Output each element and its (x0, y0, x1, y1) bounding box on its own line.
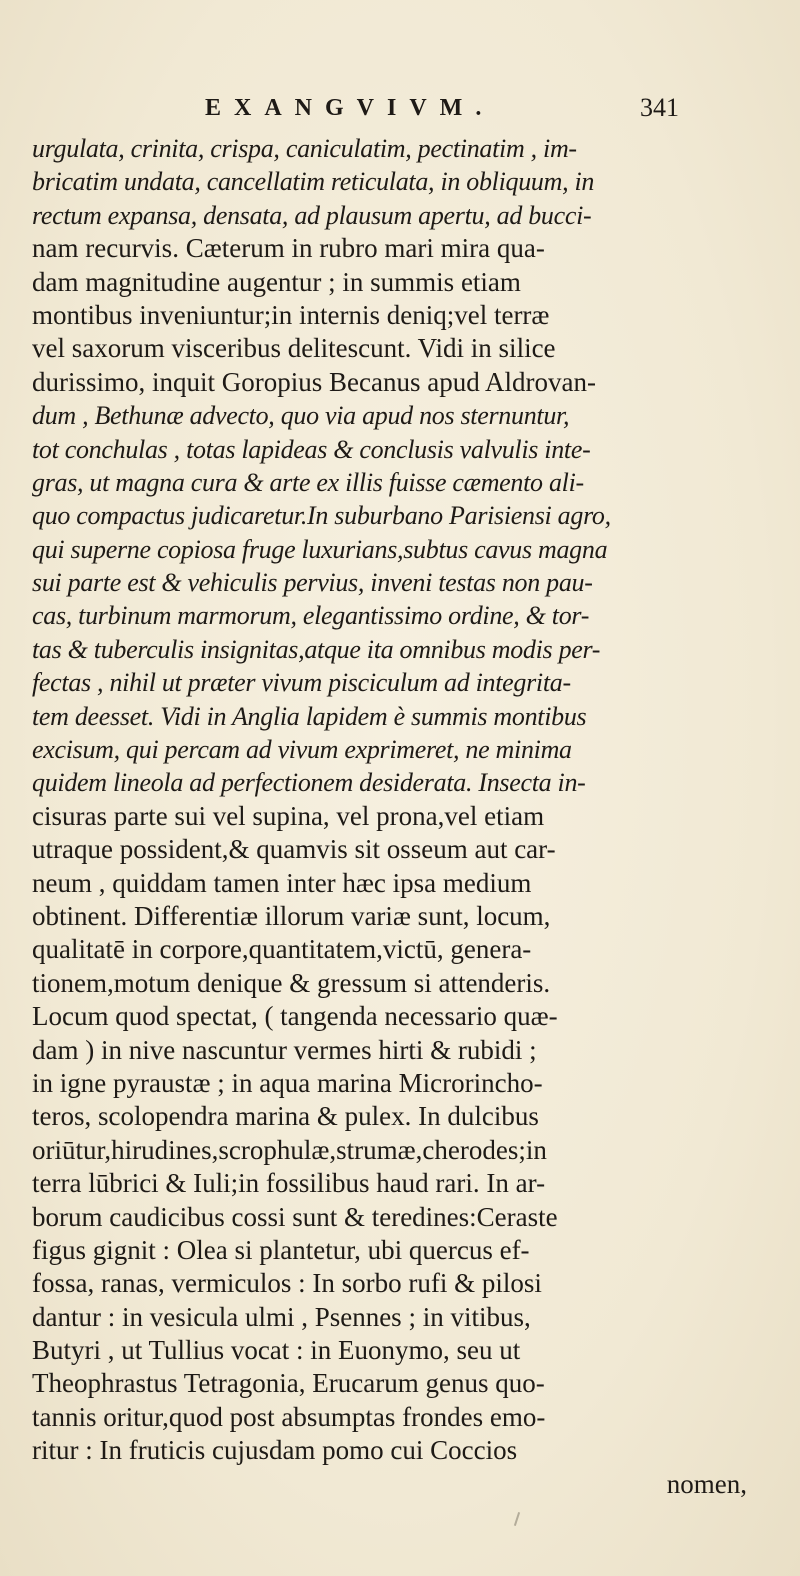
text-line: figus gignit : Olea si plantetur, ubi quercus ef- (32, 1234, 530, 1265)
text-line: cas, turbinum marmorum, elegantissimo ordine, & tor- (32, 601, 590, 631)
text-line: Locum quod spectat, ( tangenda necessario quæ- (32, 1001, 558, 1032)
text-line: teros, scolopendra marina & pulex. In dulcibus (32, 1101, 539, 1132)
text-line: vel saxorum visceribus delitescunt. Vidi in silice (32, 333, 556, 364)
text-line: fossa, ranas, vermiculos : In sorbo rufi & pilosi (32, 1268, 542, 1299)
text-line: excisum, qui percam ad vivum exprimeret, ne minima (32, 735, 572, 765)
text-line: Theophrastus Tetragonia, Erucarum genus quo- (32, 1368, 545, 1399)
text-line: terra lūbrici & Iuli;in fossilibus haud rari. In ar- (32, 1168, 546, 1199)
text-line: obtinent. Differentiæ illorum variæ sunt, locum, (32, 900, 551, 931)
text-line: nam recurvis. Cæterum in rubro mari mira qua- (32, 233, 545, 264)
text-line: qui superne copiosa fruge luxurians,subtus cavus magna (32, 534, 608, 564)
text-line: montibus inveniuntur;in internis deniq;vel terræ (32, 299, 550, 330)
text-line: tas & tuberculis insignitas,atque ita omnibus modis per- (32, 634, 601, 664)
text-line: fectas , nihil ut præter vivum pisciculum ad integrita- (32, 668, 571, 698)
text-line: dum , Bethunæ advecto, quo via apud nos sternuntur, (32, 401, 570, 431)
text-line: cisuras parte sui vel supina, vel prona,vel etiam (32, 800, 545, 831)
text-line: dantur : in vesicula ulmi , Psennes ; in vitibus, (32, 1301, 531, 1332)
text-line: qualitatē in corpore,quantitatem,victū, genera- (32, 934, 532, 965)
catchword: nomen, (666, 1468, 747, 1499)
text-line: tionem,motum denique & gressum si attenderis. (32, 967, 551, 998)
text-line: tannis oritur,quod post absumptas frondes emo- (32, 1401, 546, 1432)
text-line: dam ) in nive nascuntur vermes hirti & rubidi ; (32, 1034, 537, 1065)
ink-speck (514, 1512, 520, 1526)
text-line: quo compactus judicaretur.In suburbano Parisiensi agro, (32, 501, 611, 531)
running-head (0, 88, 800, 128)
text-line: in igne pyraustæ ; in aqua marina Microrincho- (32, 1067, 543, 1098)
text-line: borum caudicibus cossi sunt & teredines:Ceraste (32, 1201, 558, 1232)
text-line: Butyri , ut Tullius vocat : in Euonymo, seu ut (32, 1335, 521, 1366)
text-line: tem deesset. Vidi in Anglia lapidem è summis montibus (32, 701, 587, 731)
text-line: rectum expansa, densata, ad plausum apertu, ad bucci- (32, 200, 592, 230)
text-line: bricatim undata, cancellatim reticulata, in obliquum, in (32, 167, 595, 197)
text-line: urgulata, crinita, crispa, caniculatim, pectinatim , im- (32, 134, 577, 163)
text-line: tot conchulas , totas lapideas & conclusis valvulis inte- (32, 434, 591, 464)
text-line: quidem lineola ad perfectionem desiderata. Insecta in- (32, 768, 586, 798)
text-line: ritur : In fruticis cujusdam pomo cui Coccios (32, 1435, 518, 1466)
page-number: 341 (640, 93, 679, 122)
text-line: neum , quiddam tamen inter hæc ipsa medium (32, 867, 532, 898)
text-line: durissimo, inquit Goropius Becanus apud Aldrovan- (32, 366, 596, 397)
text-line: oriūtur,hirudines,scrophulæ,strumæ,cherodes;in (32, 1134, 547, 1165)
running-title: EXANGVIVM. (205, 95, 495, 121)
text-line: dam magnitudine augentur ; in summis etiam (32, 266, 521, 297)
text-line: utraque possident,& quamvis sit osseum aut car- (32, 834, 556, 865)
body-text (32, 132, 752, 1501)
text-line: gras, ut magna cura & arte ex illis fuisse cæmento ali- (32, 467, 584, 497)
text-line: sui parte est & vehiculis pervius, inveni testas non pau- (32, 568, 593, 598)
